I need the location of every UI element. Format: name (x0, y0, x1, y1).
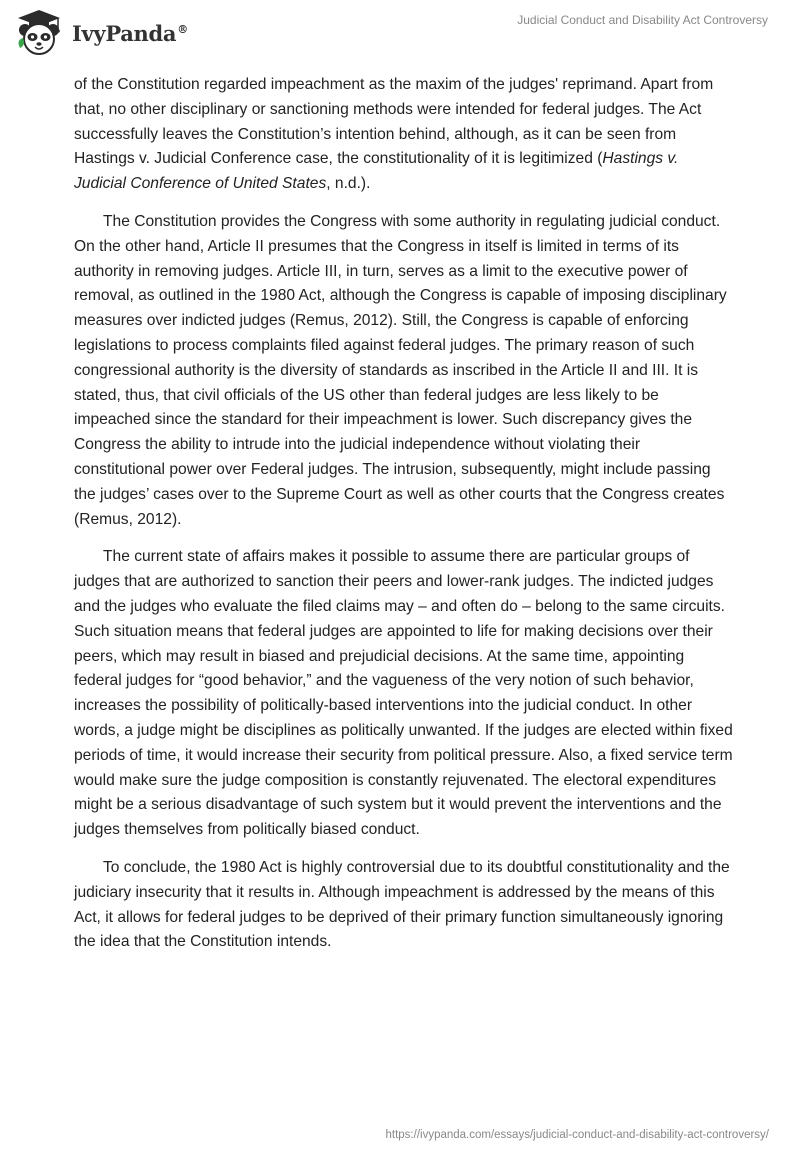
registered-mark: ® (177, 22, 188, 36)
paragraph-3: The current state of affairs makes it possible to assume there are particular groups of judges that are authorized to sanction their peers and lower-rank judges. The indicted judges and the judges who evaluate the filed claims may – and often do – belong to the same circuits. Such situation means that federal judges are appointed to life for making decisions over their peers, which may result in biased and prejudicial decisions. At the same time, appointing federal judges for “good behavior,” and the vagueness of the very notion of such behavior, increases the possibility of politically-based interventions into the judicial conduct. In other words, a judge might be disciplines as politically unwanted. If the judges are elected within fixed periods of time, it would increase their security from political pressure. Also, a fixed service term would make sure the judge composition is constantly rejuvenated. The electoral expenditures might be a serious disadvantage of such system but it would prevent the interventions and the judges themselves from politically biased conduct. (74, 548, 733, 839)
source-url[interactable]: https://ivypanda.com/essays/judicial-conduct-and-disability-act-controversy/ (385, 1129, 769, 1141)
panda-graduate-icon (14, 8, 64, 58)
paragraph-1-text-a: of the Constitution regarded impeachment as the maxim of the judges' reprimand. Apart from that, no other disciplinary or sanctioning methods were intended for federal judges. The Act successfully leaves the Constitution’s intention behind, although, as it can be seen from Hastings v. Judicial Conference case, the constitutionality of it is legitimized ( (74, 76, 714, 168)
citation-hastings: Hastings v. Judicial Conference of United States (74, 150, 679, 193)
paragraph-4: To conclude, the 1980 Act is highly controversial due to its doubtful constitutionality and the judiciary insecurity that it results in. Although impeachment is addressed by the means of this Act, it allows for federal judges to be deprived of their primary function simultaneously ignoring the idea that the Constitution intends. (74, 858, 730, 951)
paragraph-2: The Constitution provides the Congress with some authority in regulating judicial conduct. On the other hand, Article II presumes that the Congress in itself is limited in terms of its authority in removing judges. Article III, in turn, serves as a limit to the executive power of removal, as outlined in the 1980 Act, although the Congress is capable of imposing disciplinary measures over indicted judges (Remus, 2012). Still, the Congress is capable of enforcing legislations to process complaints filed against federal judges. The primary reason of such congressional authority is the diversity of standards as inscribed in the Article II and III. It is stated, thus, that civil officials of the US other than federal judges are less likely to be impeached since the standard for their impeachment is lower. Such discrepancy gives the Congress the ability to intrude into the judicial independence without violating their constitutional power over Federal judges. The intrusion, subsequently, might include passing the judges’ cases over to the Supreme Court as well as other courts that the Congress creates (Remus, 2012). (74, 212, 727, 528)
page-header (0, 0, 800, 70)
document-title: Judicial Conduct and Disability Act Controversy (517, 13, 768, 27)
brand-name: IvyPanda® (72, 20, 188, 46)
paragraph-1 (74, 73, 734, 197)
essay-body (74, 73, 734, 968)
paragraph-1-text-b: , n.d.). (326, 175, 371, 193)
brand-logo[interactable] (14, 8, 188, 58)
